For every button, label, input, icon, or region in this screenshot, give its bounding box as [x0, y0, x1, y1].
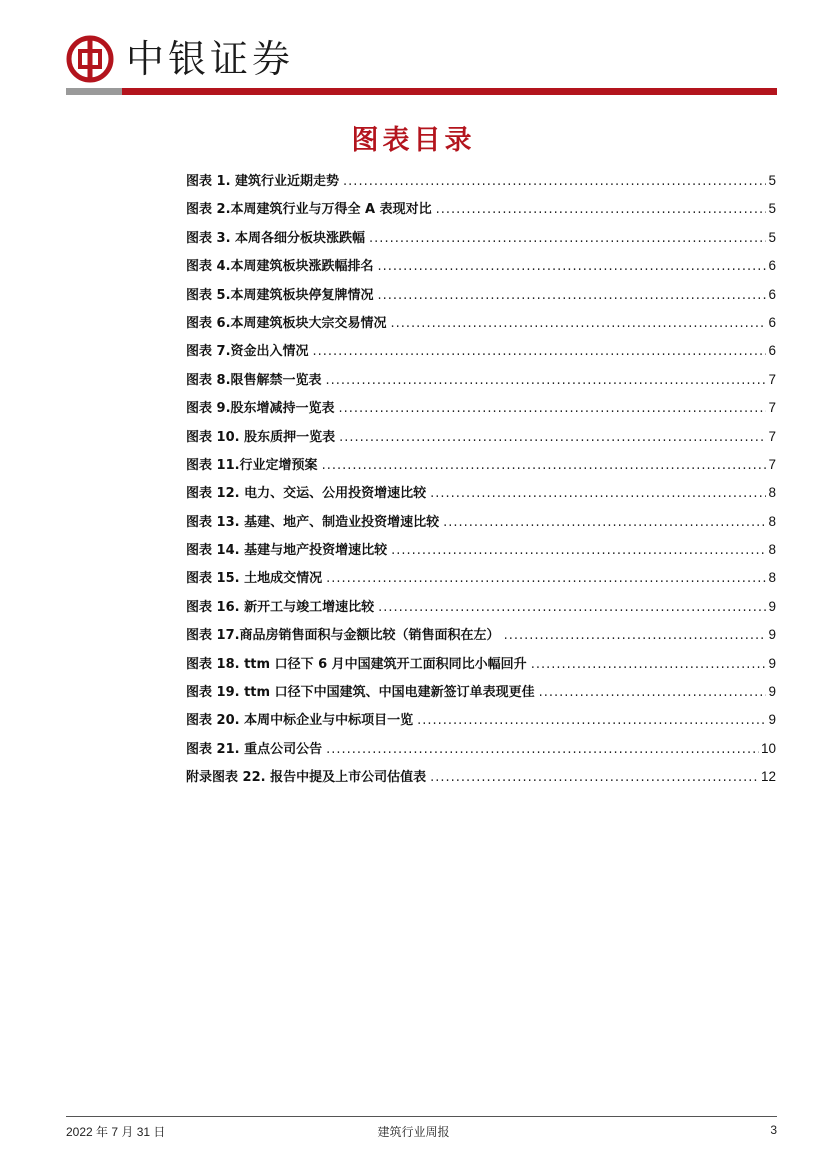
page-header [66, 34, 777, 96]
toc-entry[interactable] [186, 596, 776, 624]
toc-leader-dots [443, 515, 766, 530]
toc-entry-page: 7 [768, 456, 776, 472]
toc-entry-label: 图表 11.行业定增预案 [186, 457, 318, 473]
toc-entry[interactable] [186, 397, 776, 425]
toc-entry-label: 图表 10. 股东质押一览表 [186, 429, 336, 445]
toc-leader-dots [531, 657, 767, 672]
toc-entry-label: 图表 14. 基建与地产投资增速比较 [186, 543, 388, 559]
toc-entry-page: 6 [768, 286, 776, 302]
toc-entry-label: 图表 18. ttm 口径下 6 月中国建筑开工面积同比小幅回升 [186, 656, 527, 672]
toc-entry-label: 图表 13. 基建、地产、制造业投资增速比较 [186, 514, 440, 530]
toc-leader-dots [326, 742, 759, 757]
toc-leader-dots [417, 713, 766, 728]
bank-of-china-logo-icon [66, 35, 114, 83]
toc-entry[interactable] [186, 198, 776, 226]
toc-entry-label: 图表 7.资金出入情况 [186, 344, 309, 360]
toc-entry-page: 8 [768, 485, 776, 501]
toc-entry-page: 8 [768, 542, 776, 558]
toc-entry-label: 图表 20. 本周中标企业与中标项目一览 [186, 713, 414, 729]
toc-entry-label: 图表 17.商品房销售面积与金额比较（销售面积在左） [186, 628, 500, 644]
toc-entry[interactable] [186, 539, 776, 567]
toc-entry[interactable] [186, 567, 776, 595]
header-rule-gray [66, 88, 122, 95]
toc-leader-dots [378, 259, 767, 274]
toc-entry-page: 8 [768, 570, 776, 586]
toc-entry[interactable] [186, 511, 776, 539]
toc-entry-label: 图表 21. 重点公司公告 [186, 741, 323, 757]
toc-leader-dots [326, 373, 767, 388]
toc-leader-dots [369, 231, 766, 246]
toc-entry[interactable] [186, 482, 776, 510]
toc-entry-label: 图表 6.本周建筑板块大宗交易情况 [186, 315, 387, 331]
toc-leader-dots [326, 571, 766, 586]
toc-entry-label: 图表 2.本周建筑行业与万得全 A 表现对比 [186, 202, 432, 218]
toc-entry[interactable] [186, 738, 776, 766]
toc-entry[interactable] [186, 170, 776, 198]
toc-leader-dots [391, 316, 767, 331]
toc-entry-page: 8 [768, 513, 776, 529]
toc-entry-label: 图表 5.本周建筑板块停复牌情况 [186, 287, 374, 303]
footer-rule [66, 1116, 777, 1117]
table-of-figures [186, 170, 776, 795]
toc-entry[interactable] [186, 426, 776, 454]
toc-leader-dots [343, 174, 766, 189]
toc-entry-label: 图表 12. 电力、交运、公用投资增速比较 [186, 486, 427, 502]
toc-entry-page: 9 [768, 712, 776, 728]
toc-entry-page: 5 [768, 173, 776, 188]
toc-entry[interactable] [186, 454, 776, 482]
toc-entry-page: 9 [768, 655, 776, 671]
brand-name: 中银证券 [126, 37, 295, 81]
toc-entry-page: 10 [760, 740, 776, 756]
toc-entry[interactable] [186, 369, 776, 397]
toc-entry-label: 图表 3. 本周各细分板块涨跌幅 [186, 230, 366, 246]
header-rule-red [122, 88, 777, 95]
toc-entry-page: 5 [768, 201, 776, 217]
toc-entry-label: 图表 8.限售解禁一览表 [186, 372, 322, 388]
toc-entry-page: 5 [768, 229, 776, 245]
toc-leader-dots [339, 430, 766, 445]
toc-entry[interactable] [186, 709, 776, 737]
toc-entry-page: 6 [768, 314, 776, 330]
toc-entry[interactable] [186, 312, 776, 340]
footer-report-name: 建筑行业周报 [377, 1125, 450, 1139]
toc-leader-dots [378, 288, 767, 303]
toc-entry-label: 附录图表 22. 报告中提及上市公司估值表 [186, 770, 427, 786]
toc-entry-label: 图表 9.股东增减持一览表 [186, 401, 335, 417]
footer-date: 2022 年 7 月 31 日 [66, 1125, 166, 1139]
toc-entry-label: 图表 16. 新开工与竣工增速比较 [186, 599, 375, 615]
toc-entry-label: 图表 19. ttm 口径下中国建筑、中国电建新签订单表现更佳 [186, 685, 535, 701]
toc-leader-dots [391, 543, 766, 558]
toc-entry[interactable] [186, 681, 776, 709]
toc-leader-dots [322, 458, 767, 473]
toc-leader-dots [539, 685, 767, 700]
toc-entry[interactable] [186, 284, 776, 312]
toc-entry-page: 6 [768, 258, 776, 274]
toc-entry[interactable] [186, 227, 776, 255]
toc-entry-page: 9 [768, 627, 776, 643]
toc-entry[interactable] [186, 624, 776, 652]
toc-leader-dots [313, 344, 767, 359]
toc-entry-page: 6 [768, 343, 776, 359]
toc-leader-dots [436, 202, 767, 217]
toc-entry-page: 7 [768, 400, 776, 416]
toc-entry-label: 图表 4.本周建筑板块涨跌幅排名 [186, 259, 374, 275]
toc-title: 图表目录 [351, 125, 476, 156]
toc-entry-label: 图表 15. 土地成交情况 [186, 571, 323, 587]
toc-leader-dots [430, 770, 759, 785]
toc-entry-page: 12 [760, 769, 776, 785]
toc-leader-dots [430, 486, 766, 501]
toc-entry[interactable] [186, 653, 776, 681]
toc-entry[interactable] [186, 766, 776, 794]
toc-entry-page: 9 [768, 598, 776, 614]
toc-leader-dots [378, 600, 766, 615]
toc-entry[interactable] [186, 340, 776, 368]
toc-entry-page: 9 [768, 684, 776, 700]
toc-leader-dots [504, 628, 767, 643]
toc-entry-page: 7 [768, 428, 776, 444]
toc-entry[interactable] [186, 255, 776, 283]
footer-page-number: 3 [770, 1123, 777, 1137]
toc-entry-page: 7 [768, 371, 776, 387]
toc-entry-label: 图表 1. 建筑行业近期走势 [186, 174, 340, 189]
toc-leader-dots [339, 401, 767, 416]
